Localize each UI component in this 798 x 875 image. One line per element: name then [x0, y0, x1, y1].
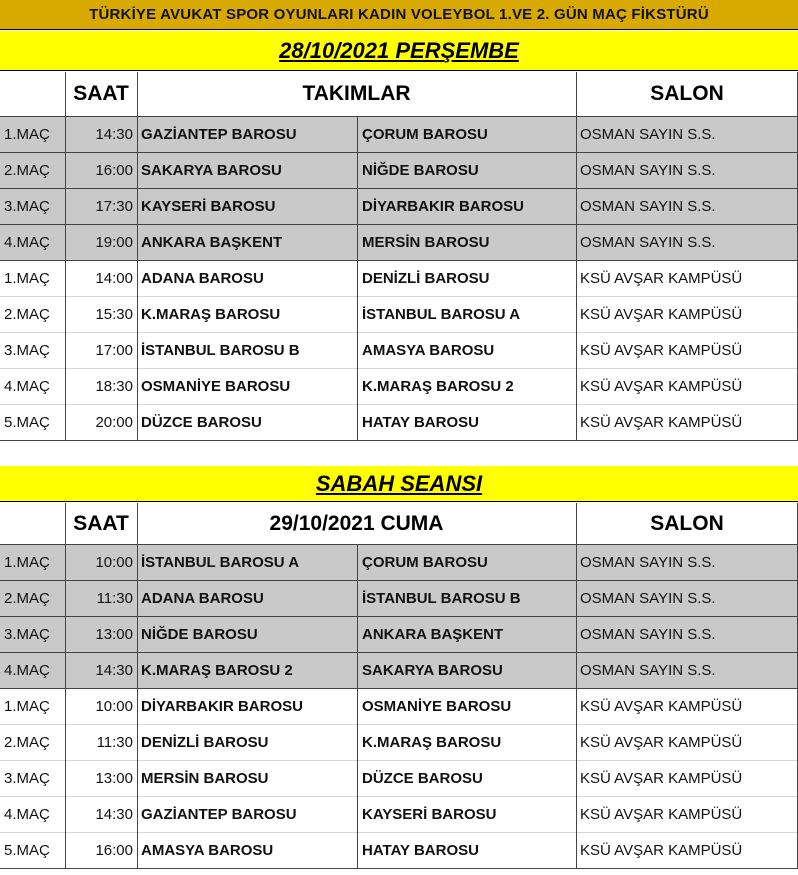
home-team: İSTANBUL BAROSU A	[141, 553, 300, 571]
column-divider	[65, 72, 66, 440]
match-row	[0, 688, 798, 724]
match-number: 4.MAÇ	[4, 233, 50, 251]
match-time: 14:30	[95, 125, 133, 143]
row-divider	[0, 832, 798, 833]
day1-header-takimlar: TAKIMLAR	[302, 82, 411, 105]
away-team: HATAY BAROSU	[362, 413, 479, 431]
match-number: 4.MAÇ	[4, 377, 50, 395]
away-team: HATAY BAROSU	[362, 841, 479, 859]
day1-header-saat: SAAT	[73, 82, 129, 105]
match-time: 14:30	[95, 661, 133, 679]
home-team: DİYARBAKIR BAROSU	[141, 697, 303, 715]
match-venue: KSÜ AVŞAR KAMPÜSÜ	[580, 413, 743, 431]
match-number: 2.MAÇ	[4, 733, 50, 751]
match-venue: KSÜ AVŞAR KAMPÜSÜ	[580, 269, 743, 287]
match-time: 20:00	[95, 413, 133, 431]
away-team: OSMANİYE BAROSU	[362, 697, 512, 715]
match-number: 2.MAÇ	[4, 589, 50, 607]
away-team: K.MARAŞ BAROSU	[362, 733, 502, 751]
match-time: 17:00	[95, 341, 133, 359]
match-time: 13:00	[95, 769, 133, 787]
row-divider	[0, 296, 798, 297]
away-team: SAKARYA BAROSU	[362, 661, 503, 679]
home-team: MERSİN BAROSU	[141, 769, 269, 787]
match-time: 13:00	[95, 625, 133, 643]
match-row	[0, 832, 798, 868]
match-row	[0, 760, 798, 796]
row-divider	[0, 544, 798, 545]
row-divider	[0, 724, 798, 725]
match-number: 4.MAÇ	[4, 661, 50, 679]
match-row	[0, 224, 798, 260]
row-divider	[0, 404, 798, 405]
match-venue: KSÜ AVŞAR KAMPÜSÜ	[580, 697, 743, 715]
row-divider	[0, 224, 798, 225]
match-number: 1.MAÇ	[4, 125, 50, 143]
match-number: 1.MAÇ	[4, 553, 50, 571]
match-number: 1.MAÇ	[4, 269, 50, 287]
away-team: ÇORUM BAROSU	[362, 125, 488, 143]
match-venue: KSÜ AVŞAR KAMPÜSÜ	[580, 341, 743, 359]
match-row	[0, 616, 798, 652]
row-divider	[0, 260, 798, 261]
match-venue: KSÜ AVŞAR KAMPÜSÜ	[580, 733, 743, 751]
home-team: DENİZLİ BAROSU	[141, 733, 269, 751]
match-venue: OSMAN SAYIN S.S.	[580, 661, 716, 679]
match-row	[0, 260, 798, 296]
row-divider	[0, 188, 798, 189]
match-number: 3.MAÇ	[4, 197, 50, 215]
match-number: 2.MAÇ	[4, 305, 50, 323]
match-row	[0, 544, 798, 580]
row-divider	[0, 868, 798, 869]
row-divider	[0, 152, 798, 153]
match-number: 1.MAÇ	[4, 697, 50, 715]
match-time: 16:00	[95, 161, 133, 179]
match-venue: OSMAN SAYIN S.S.	[580, 553, 716, 571]
home-team: AMASYA BAROSU	[141, 841, 274, 859]
column-divider	[576, 503, 577, 868]
match-row	[0, 116, 798, 152]
match-number: 5.MAÇ	[4, 841, 50, 859]
match-venue: OSMAN SAYIN S.S.	[580, 625, 716, 643]
away-team: İSTANBUL BAROSU B	[362, 589, 521, 607]
sheet-title: TÜRKİYE AVUKAT SPOR OYUNLARI KADIN VOLEYBOL 1.VE 2. GÜN MAÇ FİKSTÜRÜ	[89, 6, 709, 23]
day2-header-salon: SALON	[650, 511, 724, 535]
match-venue: OSMAN SAYIN S.S.	[580, 125, 716, 143]
day1-date: 28/10/2021 PERŞEMBE	[279, 37, 519, 63]
home-team: ANKARA BAŞKENT	[141, 233, 283, 251]
column-divider	[576, 72, 577, 440]
away-team: NİĞDE BAROSU	[362, 161, 479, 179]
row-divider	[0, 652, 798, 653]
row-divider	[0, 688, 798, 689]
match-row	[0, 332, 798, 368]
home-team: GAZİANTEP BAROSU	[141, 805, 297, 823]
row-divider	[0, 616, 798, 617]
match-number: 5.MAÇ	[4, 413, 50, 431]
away-team: ANKARA BAŞKENT	[362, 625, 504, 643]
column-divider	[65, 503, 66, 868]
match-number: 2.MAÇ	[4, 161, 50, 179]
match-time: 10:00	[95, 553, 133, 571]
match-time: 17:30	[95, 197, 133, 215]
home-team: OSMANİYE BAROSU	[141, 377, 291, 395]
away-team: MERSİN BAROSU	[362, 233, 490, 251]
row-divider	[0, 116, 798, 117]
match-venue: KSÜ AVŞAR KAMPÜSÜ	[580, 805, 743, 823]
day1-header-row	[0, 72, 798, 116]
session-banner	[0, 466, 798, 502]
match-row	[0, 188, 798, 224]
match-time: 16:00	[95, 841, 133, 859]
home-team: NİĞDE BAROSU	[141, 625, 258, 643]
away-team: DENİZLİ BAROSU	[362, 269, 490, 287]
session-title: SABAH SEANSI	[315, 470, 483, 496]
home-team: GAZİANTEP BAROSU	[141, 125, 297, 143]
away-team: DÜZCE BAROSU	[362, 769, 483, 787]
away-team: İSTANBUL BAROSU A	[362, 305, 521, 323]
home-team: DÜZCE BAROSU	[141, 413, 262, 431]
match-venue: KSÜ AVŞAR KAMPÜSÜ	[580, 769, 743, 787]
away-team: K.MARAŞ BAROSU 2	[362, 377, 514, 395]
team-divider	[357, 116, 358, 440]
day2-header-row	[0, 503, 798, 544]
away-team: DİYARBAKIR BAROSU	[362, 197, 524, 215]
sheet-title-banner	[0, 0, 798, 30]
match-row	[0, 796, 798, 832]
row-divider	[0, 796, 798, 797]
match-time: 14:00	[95, 269, 133, 287]
team-divider	[357, 544, 358, 868]
match-row	[0, 152, 798, 188]
day1-header-salon: SALON	[650, 82, 724, 105]
match-row	[0, 368, 798, 404]
match-venue: KSÜ AVŞAR KAMPÜSÜ	[580, 305, 743, 323]
match-time: 10:00	[95, 697, 133, 715]
match-venue: OSMAN SAYIN S.S.	[580, 233, 716, 251]
match-row	[0, 296, 798, 332]
column-divider	[137, 72, 138, 440]
home-team: KAYSERİ BAROSU	[141, 197, 276, 215]
match-row	[0, 580, 798, 616]
away-team: AMASYA BAROSU	[362, 341, 495, 359]
match-venue: KSÜ AVŞAR KAMPÜSÜ	[580, 377, 743, 395]
match-time: 14:30	[95, 805, 133, 823]
match-time: 18:30	[95, 377, 133, 395]
row-divider	[0, 332, 798, 333]
match-row	[0, 724, 798, 760]
home-team: ADANA BAROSU	[141, 589, 264, 607]
home-team: K.MARAŞ BAROSU	[141, 305, 281, 323]
match-time: 11:30	[96, 733, 133, 751]
column-divider	[137, 503, 138, 868]
match-venue: OSMAN SAYIN S.S.	[580, 589, 716, 607]
row-divider	[0, 760, 798, 761]
match-time: 19:00	[95, 233, 133, 251]
home-team: ADANA BAROSU	[141, 269, 264, 287]
match-row	[0, 652, 798, 688]
day1-date-banner	[0, 31, 798, 71]
match-venue: OSMAN SAYIN S.S.	[580, 197, 716, 215]
away-team: KAYSERİ BAROSU	[362, 805, 497, 823]
match-row	[0, 404, 798, 440]
match-number: 3.MAÇ	[4, 341, 50, 359]
home-team: İSTANBUL BAROSU B	[141, 341, 300, 359]
match-time: 15:30	[95, 305, 133, 323]
home-team: SAKARYA BAROSU	[141, 161, 282, 179]
match-time: 11:30	[96, 589, 133, 607]
day2-header-date: 29/10/2021 CUMA	[269, 511, 444, 535]
match-venue: OSMAN SAYIN S.S.	[580, 161, 716, 179]
day2-header-saat: SAAT	[73, 511, 129, 535]
home-team: K.MARAŞ BAROSU 2	[141, 661, 293, 679]
match-number: 4.MAÇ	[4, 805, 50, 823]
row-divider	[0, 440, 798, 441]
match-number: 3.MAÇ	[4, 625, 50, 643]
match-venue: KSÜ AVŞAR KAMPÜSÜ	[580, 841, 743, 859]
row-divider	[0, 368, 798, 369]
away-team: ÇORUM BAROSU	[362, 553, 488, 571]
row-divider	[0, 580, 798, 581]
match-number: 3.MAÇ	[4, 769, 50, 787]
